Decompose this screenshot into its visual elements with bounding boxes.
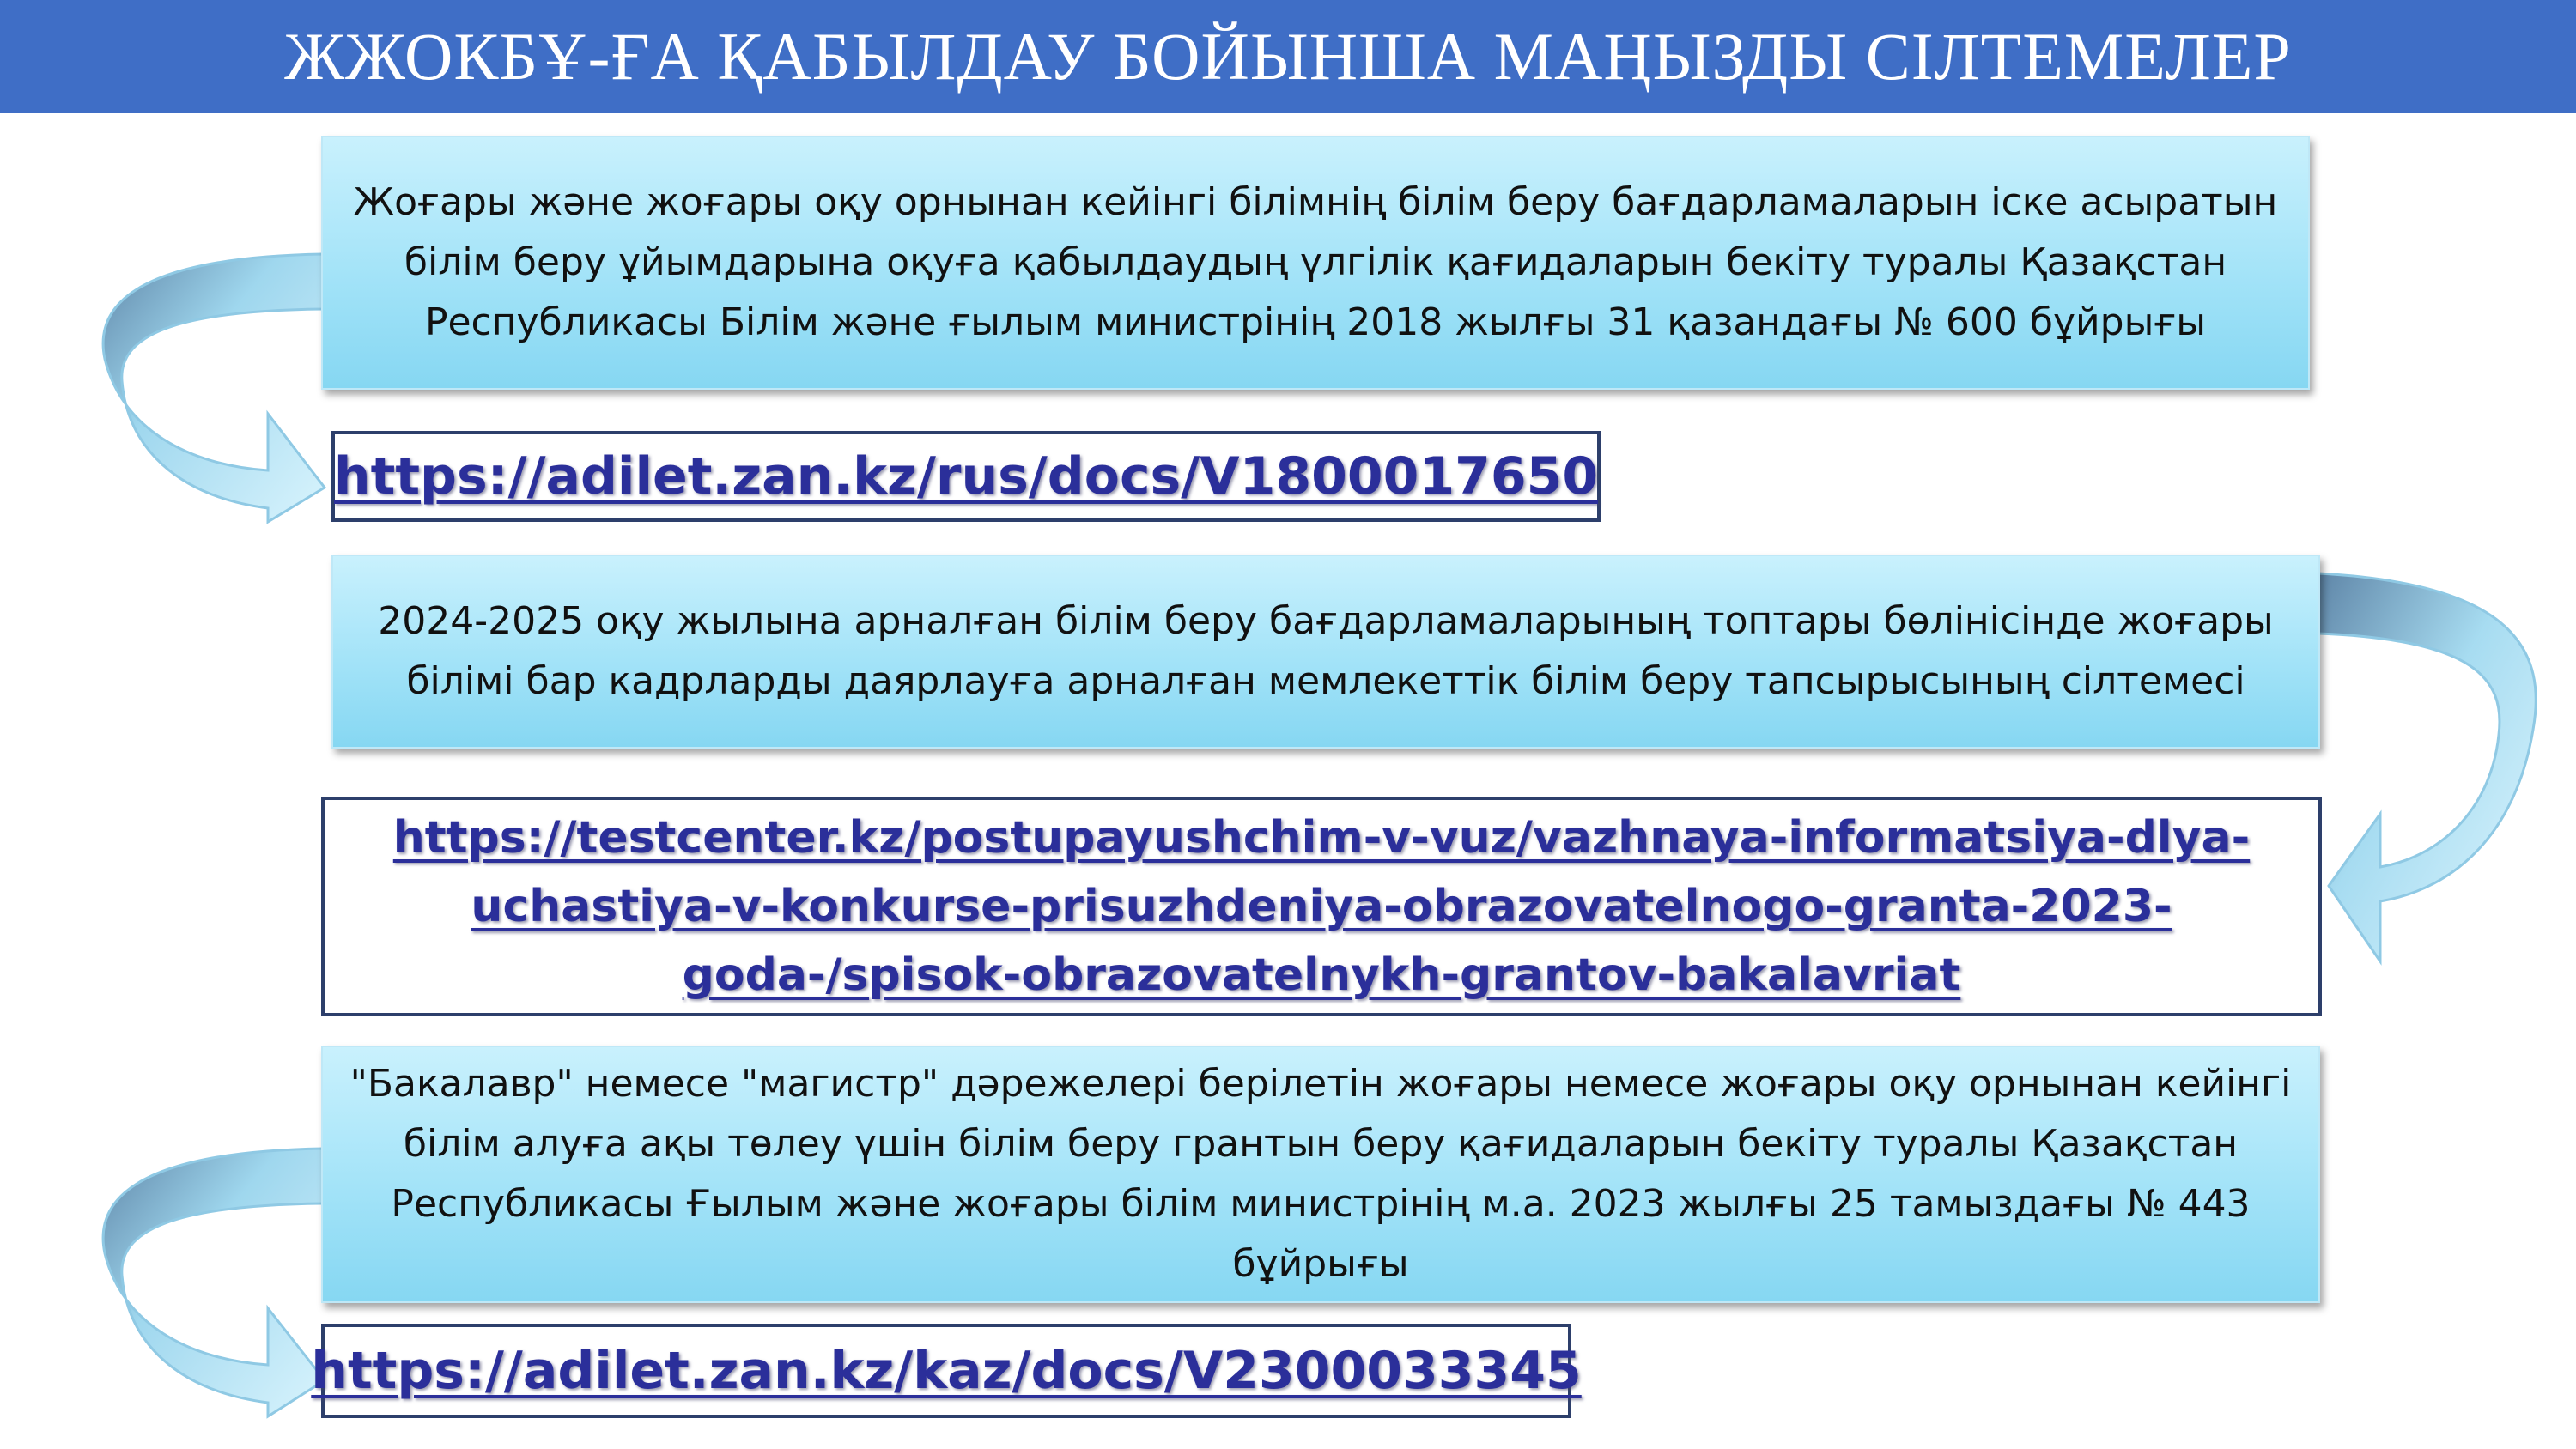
description-text-2: 2024-2025 оқу жылына арналған білім беру бағдарламаларының топтары бөлінісінде жоғары білімі бар кадрларды даярлауға арналған мемлекеттік білім беру тапсырысының сілтемесі xyxy=(378,599,2274,703)
curved-arrow-3-icon xyxy=(103,1149,325,1416)
description-box-2 xyxy=(331,555,2320,749)
link-2[interactable]: https://testcenter.kz/postupayushchim-v-vuz/vazhnaya-informatsiya-dlya-uchastiya-v-konkurse-prisuzhdeniya-obrazovatelnogo-granta-2023-goda-/spisok-obrazovatelnykh-grantov-bakalavriat xyxy=(392,812,2251,1001)
link-box-3 xyxy=(311,1324,1582,1418)
link-box-2 xyxy=(321,797,2322,1016)
description-text-1: Жоғары және жоғары оқу орнынан кейінгі білімнің білім беру бағдарламаларын іске асыратын білім беру ұйымдарына оқуға қабылдаудың үлгілік қағидаларын бекіту туралы Қазақстан Республикасы Білім және ғылым министрінің 2018 жылғы 31 қазандағы № 600 бұйрығы xyxy=(353,180,2278,344)
description-text-3: "Бакалавр" немесе "магистр" дәрежелері берілетін жоғары немесе жоғары оқу орнынан кейінгі білім алуға ақы төлеу үшін білім беру грантын беру қағидаларын бекіту туралы Қазақстан Республикасы Ғылым және жоғары білім министрінің м.а. 2023 жылғы 25 тамыздағы № 443 бұйрығы xyxy=(349,1062,2292,1286)
description-box-1 xyxy=(321,136,2310,390)
curved-arrow-1-icon xyxy=(103,254,325,522)
curved-arrow-2-icon xyxy=(2318,573,2536,961)
page-title: ЖЖОКБҰ-ҒА ҚАБЫЛДАУ БОЙЫНША МАҢЫЗДЫ СІЛТЕМЕЛЕР xyxy=(284,19,2292,94)
link-1[interactable]: https://adilet.zan.kz/rus/docs/V1800017650 xyxy=(333,446,1599,506)
description-box-3 xyxy=(321,1046,2320,1303)
link-box-1 xyxy=(331,431,1601,522)
link-3[interactable]: https://adilet.zan.kz/kaz/docs/V2300033345 xyxy=(311,1341,1582,1401)
